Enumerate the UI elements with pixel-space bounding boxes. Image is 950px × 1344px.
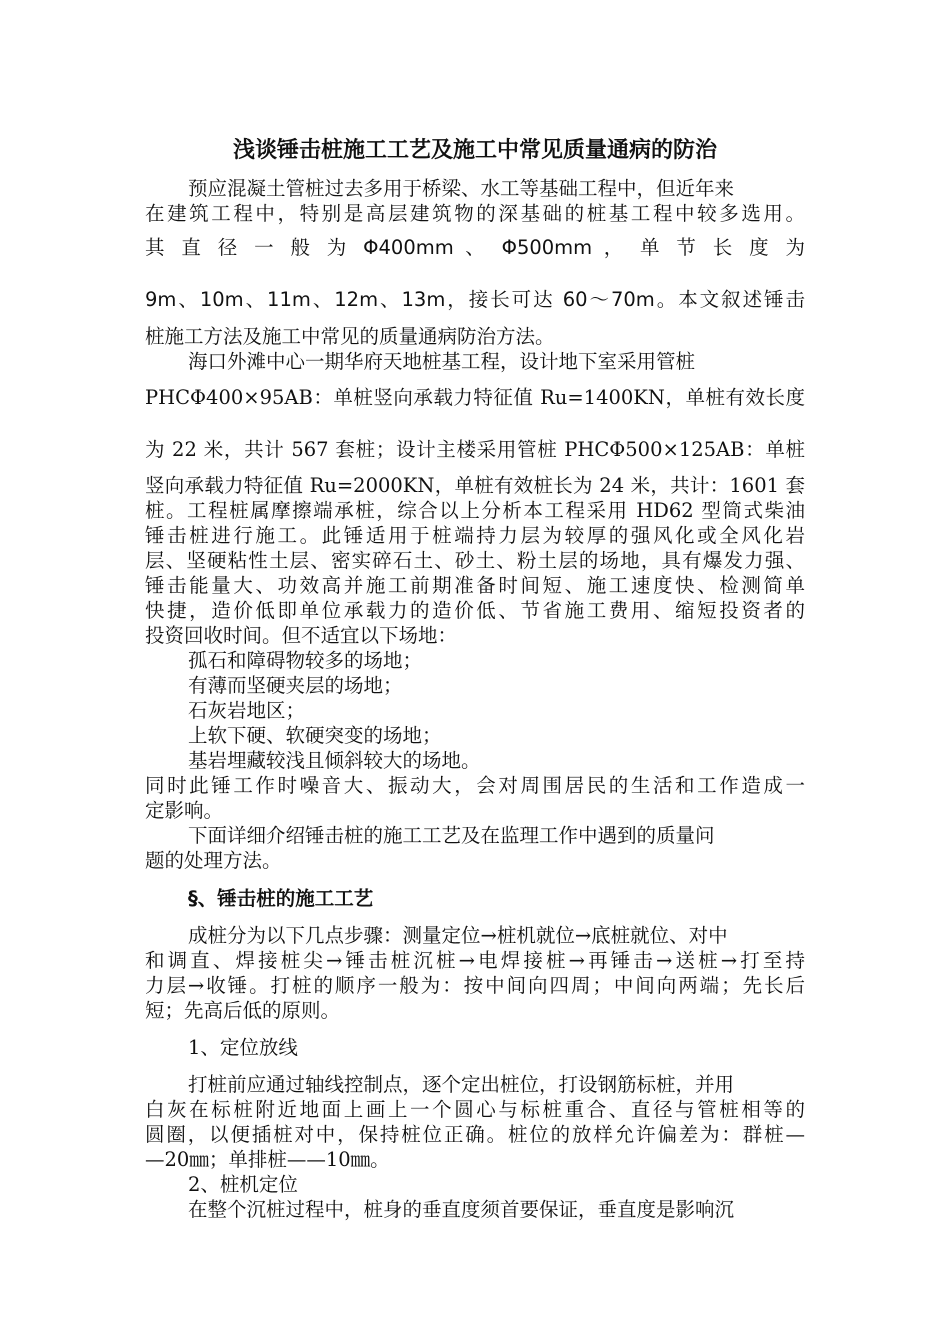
list-item: 基岩埋藏较浅且倾斜较大的场地。: [188, 749, 481, 772]
paragraph-line: 定影响。: [145, 799, 224, 822]
list-item: 上软下硬、软硬突变的场地；: [188, 724, 442, 747]
paragraph-line: 成桩分为以下几点步骤：测量定位→桩机就位→底桩就位、对中: [188, 924, 728, 947]
paragraph-line: 9m、10m、11m、12m、13m，接长可达 60～70m。本文叙述锤击: [145, 288, 805, 311]
paragraph-line: 下面详细介绍锤击桩的施工工艺及在监理工作中遇到的质量问: [188, 824, 715, 847]
paragraph-line: 同时此锤工作时噪音大、振动大，会对周围居民的生活和工作造成一: [145, 774, 805, 797]
subsection-heading: 1、定位放线: [188, 1036, 298, 1059]
paragraph-line: 和调直、焊接桩尖→锤击桩沉桩→电焊接桩→再锤击→送桩→打至持: [145, 949, 805, 972]
paragraph-line: 层、坚硬粘性土层、密实碎石土、砂土、粉土层的场地，具有爆发力强、: [145, 549, 805, 572]
paragraph-line: 投资回收时间。但不适宜以下场地：: [145, 624, 458, 647]
paragraph-line: 在建筑工程中，特别是高层建筑物的深基础的桩基工程中较多选用。: [145, 202, 805, 225]
list-item: 孤石和障碍物较多的场地；: [188, 649, 423, 672]
paragraph-line: 圆圈，以便插桩对中，保持桩位正确。桩位的放样允许偏差为：群桩—: [145, 1123, 805, 1146]
section-heading: §、锤击桩的施工工艺: [188, 887, 374, 910]
paragraph-line: 打桩前应通过轴线控制点，逐个定出桩位，打设钢筋标桩，并用: [188, 1073, 735, 1096]
list-item: 有薄而坚硬夹层的场地；: [188, 674, 403, 697]
paragraph-line: 海口外滩中心一期华府天地桩基工程，设计地下室采用管桩: [188, 350, 696, 373]
paragraph-line: 为 22 米，共计 567 套桩；设计主楼采用管桩 PHCΦ500×125AB：单桩: [145, 438, 805, 461]
subsection-heading: 2、桩机定位: [188, 1173, 298, 1196]
paragraph-line: 快捷，造价低即单位承载力的造价低、节省施工费用、缩短投资者的: [145, 599, 805, 622]
paragraph-line: 其 直 径 一 般 为 Φ400mm 、 Φ500mm ， 单 节 长 度 为: [145, 236, 805, 259]
paragraph-line: PHCΦ400×95AB：单桩竖向承载力特征值 Ru=1400KN，单桩有效长度: [145, 386, 805, 409]
paragraph-line: 白灰在标桩附近地面上画上一个圆心与标桩重合、直径与管桩相等的: [145, 1098, 805, 1121]
paragraph-line: 预应混凝土管桩过去多用于桥梁、水工等基础工程中，但近年来: [188, 177, 735, 200]
paragraph-line: 桩。工程桩属摩擦端承桩，综合以上分析本工程采用 HD62 型筒式柴油: [145, 499, 805, 522]
list-item: 石灰岩地区；: [188, 699, 306, 722]
paragraph-line: 短；先高后低的原则。: [145, 999, 341, 1022]
paragraph-line: 锤击桩进行施工。此锤适用于桩端持力层为较厚的强风化或全风化岩: [145, 524, 805, 547]
document-title: 浅谈锤击桩施工工艺及施工中常见质量通病的防治: [232, 138, 717, 163]
paragraph-line: 题的处理方法。: [145, 849, 282, 872]
paragraph-line: —20㎜；单排桩——10㎜。: [145, 1148, 390, 1171]
paragraph-line: 在整个沉桩过程中，桩身的垂直度须首要保证，垂直度是影响沉: [188, 1198, 735, 1221]
paragraph-line: 锤击能量大、功效高并施工前期准备时间短、施工速度快、检测简单: [145, 574, 805, 597]
paragraph-line: 桩施工方法及施工中常见的质量通病防治方法。: [145, 325, 555, 348]
paragraph-line: 力层→收锤。打桩的顺序一般为：按中间向四周；中间向两端；先长后: [145, 974, 805, 997]
paragraph-line: 竖向承载力特征值 Ru=2000KN，单桩有效桩长为 24 米，共计：1601 套: [145, 474, 805, 497]
